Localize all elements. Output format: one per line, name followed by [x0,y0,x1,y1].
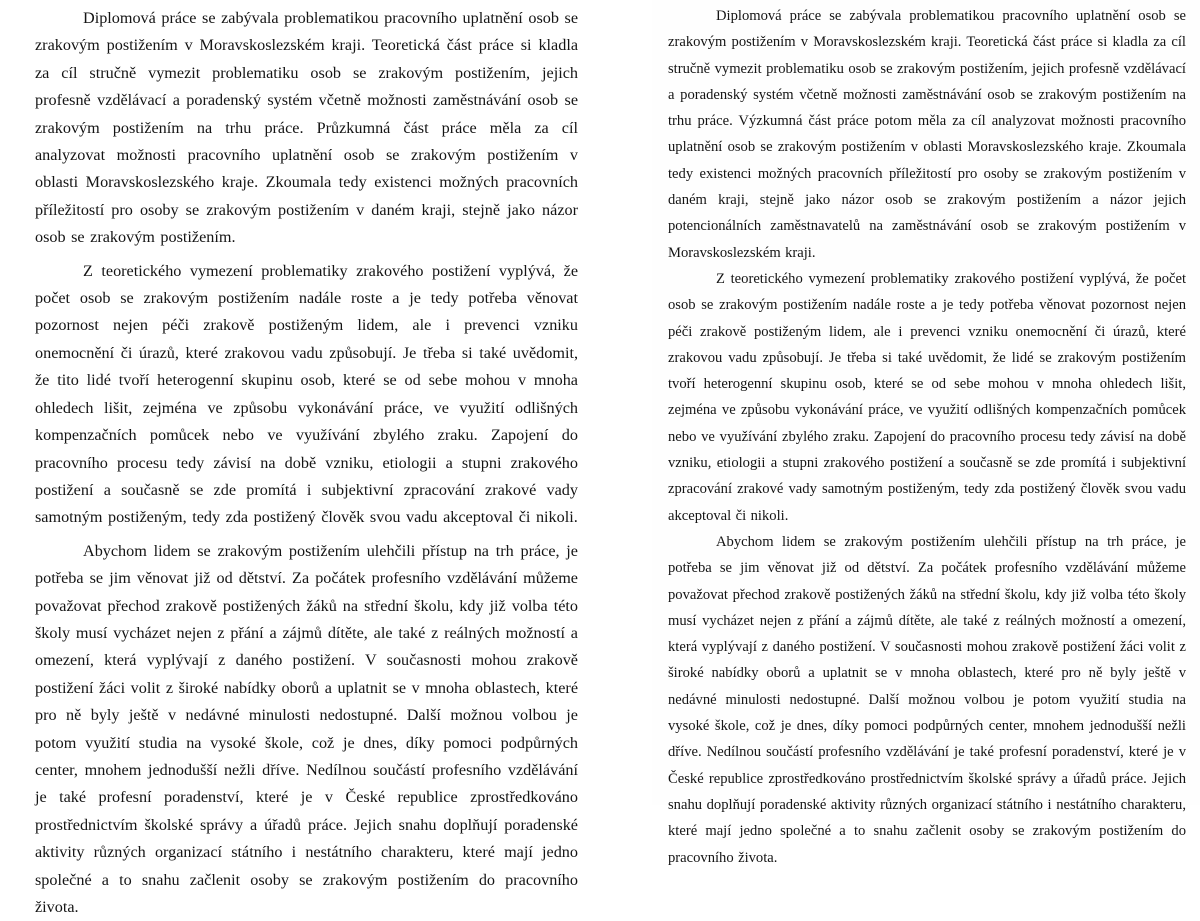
left-paragraph-1: Diplomová práce se zabývala problematikou pracovního uplatnění osob se zrakovým postižením v Moravskoslezském kraji. Teoretická část práce si kladla za cíl stručně vymezit problematiku osob se zrakovým postižením, jejich profesně vzdělávací a poradenský systém včetně možnosti zaměstnávání osob se zrakovým postižením na trhu práce. Průzkumná část práce měla za cíl analyzovat možnosti pracovního uplatnění osob se zrakovým postižením v oblasti Moravskoslezského kraje. Zkoumala tedy existenci možných pracovních příležitostí pro osoby se zrakovým postižením v daném kraji, stejně jako názor osob se zrakovým postižením. [35,9,578,247]
right-paragraph-2: Z teoretického vymezení problematiky zrakového postižení vyplývá, že počet osob se zrakovým postižením nadále roste a je tedy potřeba věnovat pozornost nejen péči zrakově postiženým lidem, ale i prevenci vzniku onemocnění či úrazů, které zrakovou vadu způsobují. Je třeba si také uvědomit, že lidé se zrakovým postižením tvoří heterogenní skupinu osob, které se od sebe mohou v mnoha ohledech lišit, zejména ve způsobu vykonávání práce, ve využití odlišných kompenzačních pomůcek nebo ve využívání zbylého zraku. Zapojení do pracovního procesu tedy závisí na době vzniku, etiologii a stupni zrakového postižení a současně se zde promítá i subjektivní zpracování zrakové vady samotným postiženým, tedy zda postižený člověk svou vadu akceptoval či nikoli. [668,270,1186,524]
left-paragraph-2: Z teoretického vymezení problematiky zrakového postižení vyplývá, že počet osob se zrakovým postižením nadále roste a je tedy potřeba věnovat pozornost nejen péči zrakově postiženým lidem, ale i prevenci vzniku onemocnění či úrazů, které zrakovou vadu způsobují. Je třeba si také uvědomit, že tito lidé tvoří heterogenní skupinu osob, které se od sebe mohou v mnoha ohledech lišit, zejména ve způsobu vykonávání práce, ve využití odlišných kompenzačních pomůcek nebo ve využívání zbylého zraku. Zapojení do pracovního procesu tedy závisí na době vzniku, etiologii a stupni zrakového postižení a současně se zde promítá i subjektivní zpracování zrakové vady samotným postiženým, tedy zda postižený člověk svou vadu akceptoval či nikoli. [35,261,578,527]
right-page [652,0,1200,866]
page-gap [600,0,652,805]
right-paragraph-3: Abychom lidem se zrakovým postižením ulehčili přístup na trh práce, je potřeba se jim věnovat již od dětství. Za počátek profesního vzdělávání můžeme považovat přechod zrakově postižených žáků na střední školu, kdy již volba této školy musí vycházet nejen z přání a zájmů dítěte, ale také z reálných možností a omezení, která vyplývají z daného postižení. V současnosti mohou zrakově postižení žáci volit z široké nabídky oborů a uplatnit se v mnoha oblastech, které pro ně byly ještě v nedávné minulosti nedostupné. Další možnou volbou je potom využití studia na vysoké škole, což je dnes, díky pomoci podpůrných center, mnohem jednodušší nežli dříve. Nedílnou součástí profesního vzdělávání je také profesní poradenství, které je v České republice zprostředkováno prostřednictvím školské správy a úřadů práce. Jejich snahu doplňují poradenské aktivity různých organizací státního i nestátního charakteru, které mají jedno společné a to snahu začlenit osoby se zrakovým postižením do pracovního života. [668,533,1186,866]
left-paragraph-3: Abychom lidem se zrakovým postižením ulehčili přístup na trh práce, je potřeba se jim věnovat již od dětství. Za počátek profesního vzdělávání můžeme považovat přechod zrakově postižených žáků na střední školu, kdy již volba této školy musí vycházet nejen z přání a zájmů dítěte, ale také z reálných možností a omezení, která vyplývají z daného postižení. V současnosti mohou zrakově postižení žáci volit z široké nabídky oborů a uplatnit se v mnoha oblastech, které pro ně byly ještě v nedávné minulosti nedostupné. Další možnou volbou je potom využití studia na vysoké škole, což je dnes, díky pomoci podpůrných center, mnohem jednodušší nežli dříve. Nedílnou součástí profesního vzdělávání je také profesní poradenství, které je v České republice zprostředkováno prostřednictvím školské správy a úřadů práce. Jejich snahu doplňují poradenské aktivity různých organizací státního i nestátního charakteru, které mají jedno společné a to snahu začlenit osoby se zrakovým postižením do pracovního života. [35,541,578,916]
left-page [0,0,600,916]
right-paragraph-1: Diplomová práce se zabývala problematikou pracovního uplatnění osob se zrakovým postižením v Moravskoslezském kraji. Teoretická část práce si kladla za cíl stručně vymezit problematiku osob se zrakovým postižením, jejich profesně vzdělávací a poradenský systém včetně možnosti zaměstnávání osob se zrakovým postižením na trhu práce. Výzkumná část práce potom měla za cíl analyzovat možnosti pracovního uplatnění osob se zrakovým postižením v oblasti Moravskoslezského kraje. Zkoumala tedy existenci možných pracovních příležitostí pro osoby se zrakovým postižením v daném kraji, stejně jako názor osob se zrakovým postižením a názor jejich potencionálních zaměstnavatelů na zaměstnávání osob se zrakovým postižením v Moravskoslezském kraji. [668,8,1186,261]
